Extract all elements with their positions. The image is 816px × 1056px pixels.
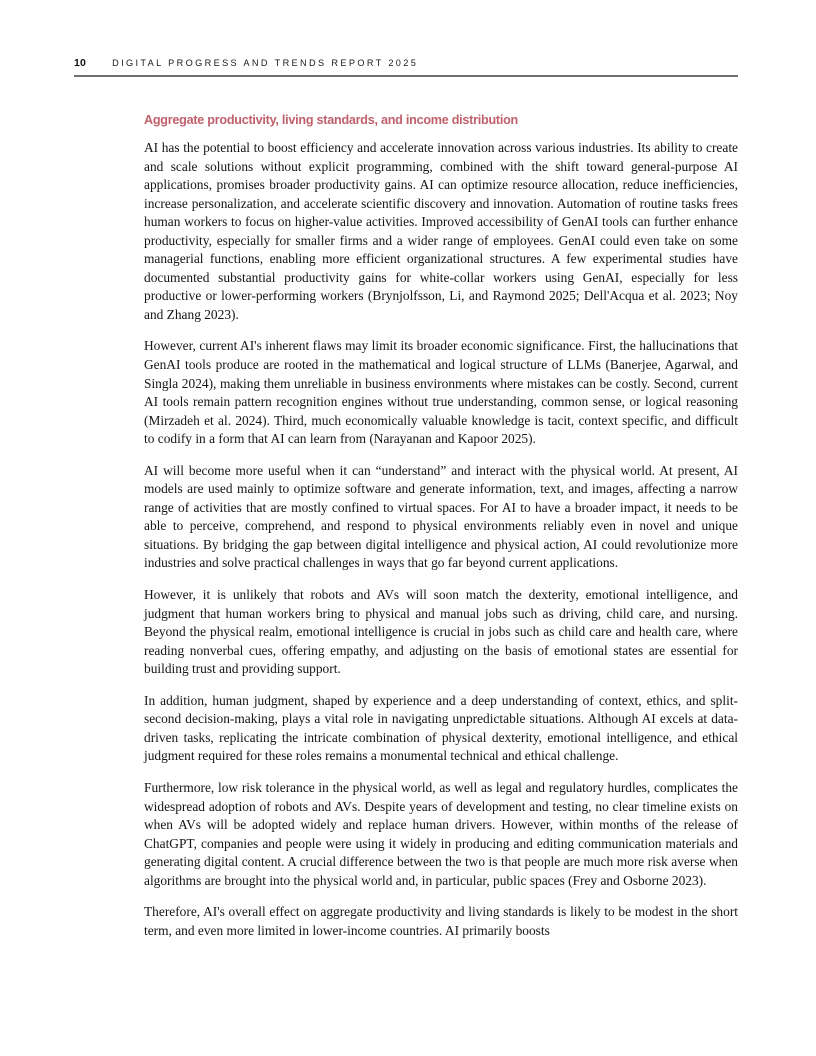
body-paragraph: However, it is unlikely that robots and AVs will soon match the dexterity, emotional intelligence, and judgment that human workers bring to physical and manual jobs such as driving, child care, and nursing. Beyond the physical realm, emotional intelligence is crucial in jobs such as child care and health care, where reading nonverbal cues, offering empathy, and adjusting on the basis of emotional states are essential for building trust and providing support. bbox=[144, 587, 738, 677]
running-head-title: DIGITAL PROGRESS AND TRENDS REPORT 2025 bbox=[112, 58, 419, 68]
header-rule-divider bbox=[74, 75, 738, 77]
body-paragraph: In addition, human judgment, shaped by experience and a deep understanding of context, ethics, and split-second decision-making, plays a vital role in navigating unpredictable situations. Although AI excels at data-driven tasks, replicating the intricate combination of physical dexterity, emotional intelligence, and ethical judgment required for these roles remains a monumental technical and ethical challenge. bbox=[144, 692, 738, 764]
page-number: 10 bbox=[74, 57, 87, 69]
body-paragraph: AI will become more useful when it can “understand” and interact with the physical world. At present, AI models are used mainly to optimize software and generate information, text, and images, affecting a narrow range of activities that are mostly confined to virtual spaces. For AI to have a broader impact, it needs to be able to perceive, comprehend, and respond to physical environments reliably even in novel and unique situations. By bridging the gap between digital intelligence and physical action, AI could revolutionize more industries and solve practical challenges in ways that go far beyond current applications. bbox=[144, 462, 738, 571]
body-paragraph: However, current AI's inherent flaws may limit its broader economic significance. First, the hallucinations that GenAI tools produce are rooted in the mathematical and logical structure of LLMs (Banerjee, Agarwal, and Singla 2024), making them unreliable in business environments where mistakes can be costly. Second, current AI tools remain pattern recognition engines without true understanding, common sense, or logical reasoning (Mirzadeh et al. 2024). Third, much economically valuable knowledge is tacit, context specific, and difficult to codify in a form that AI can learn from (Narayanan and Kapoor 2025). bbox=[144, 338, 738, 447]
body-paragraph: Therefore, AI's overall effect on aggregate productivity and living standards is likely to be modest in the short term, and even more limited in lower-income countries. AI primarily boosts bbox=[144, 904, 738, 938]
section-heading: Aggregate productivity, living standards, and income distribution bbox=[144, 113, 518, 127]
running-head bbox=[74, 57, 738, 69]
text-column bbox=[144, 112, 738, 940]
body-paragraph: Furthermore, low risk tolerance in the physical world, as well as legal and regulatory hurdles, complicates the widespread adoption of robots and AVs. Despite years of development and testing, no clear timeline exists on when AVs will be adopted widely and replace human drivers. However, within months of the release of ChatGPT, companies and people were using it widely in producing and editing communication materials and generating digital content. A crucial difference between the two is that people are much more risk averse when algorithms are brought into the physical world and, in particular, public spaces (Frey and Osborne 2023). bbox=[144, 779, 738, 888]
body-paragraph: AI has the potential to boost efficiency and accelerate innovation across various industries. Its ability to create and scale solutions without explicit programming, combined with the shift toward general-purpose AI applications, promises broader productivity gains. AI can optimize resource allocation, reduce inefficiencies, increase personalization, and accelerate scientific discovery and innovation. Automation of routine tasks frees human workers to focus on higher-value activities. Improved accessibility of GenAI tools can further enhance productivity, especially for smaller firms and a wider range of employees. GenAI could even take on some managerial functions, enabling more efficient organizational structures. A few experimental studies have documented substantial productivity gains for white-collar workers using GenAI, especially for less productive or lower-performing workers (Brynjolfsson, Li, and Raymond 2025; Dell'Acqua et al. 2023; Noy and Zhang 2023). bbox=[144, 140, 738, 322]
